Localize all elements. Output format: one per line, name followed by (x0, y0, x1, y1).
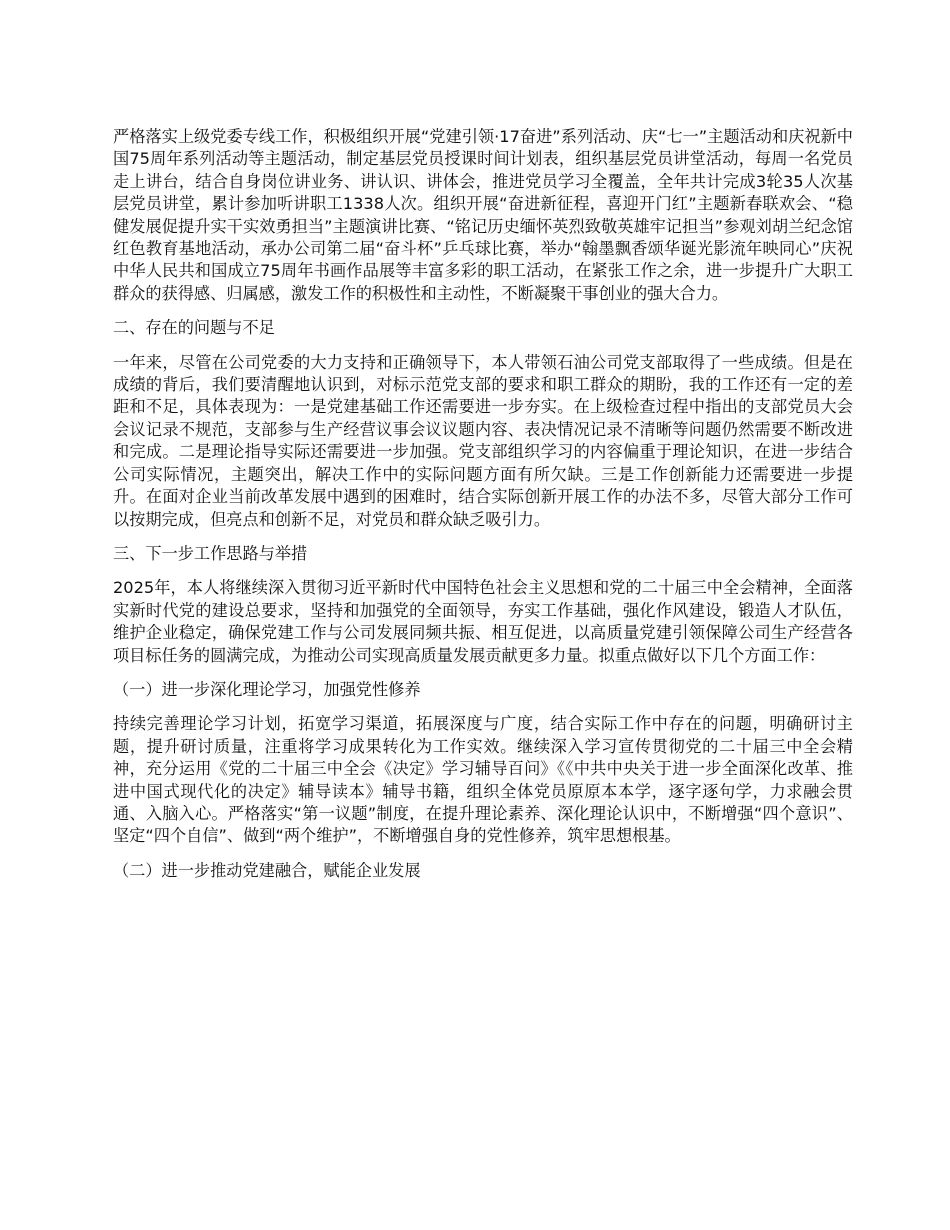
section-heading-problems: 二、存在的问题与不足 (113, 318, 275, 338)
body-paragraph-theory-study: 持续完善理论学习计划，拓宽学习渠道，拓展深度与广度，结合实际工作中存在的问题，明确研讨主题，提升研讨质量，注重将学习成果转化为工作实效。继续深入学习宣传贯彻党的二十届三中全会精神，充分运用《党的二十届三中全会《决定》学习辅导百问》《《中共中央关于进一步全面深化改革、推进中国式现代化的决定》辅导读本》辅导书籍，组织全体党员原原本本学，逐字逐句学，力求融会贯通、入脑入心。严格落实“第一议题”制度，在提升理论素养、深化理论认识中，不断增强“四个意识”、坚定“四个自信”、做到“两个维护”，不断增强自身的党性修养，筑牢思想根基。 (113, 714, 853, 846)
body-paragraph-problems: 一年来，尽管在公司党委的大力支持和正确领导下，本人带领石油公司党支部取得了一些成绩。但是在成绩的背后，我们要清醒地认识到，对标示范党支部的要求和职工群众的期盼，我的工作还有一定的差距和不足，具体表现为：一是党建基础工作还需要进一步夯实。在上级检查过程中指出的支部党员大会会议记录不规范，支部参与生产经营议事会议议题内容、表决情况记录不清晰等问题仍然需要不断改进和完成。二是理论指导实际还需要进一步加强。党支部组织学习的内容偏重于理论知识，在进一步结合公司实际情况，主题突出，解决工作中的实际问题方面有所欠缺。三是工作创新能力还需要进一步提升。在面对企业当前改革发展中遇到的困难时，结合实际创新开展工作的办法不多，尽管大部分工作可以按期完成，但亮点和创新不足，对党员和群众缺乏吸引力。 (113, 352, 853, 529)
subheading-party-integration: （二）进一步推动党建融合，赋能企业发展 (113, 860, 421, 880)
subheading-theory-study: （一）进一步深化理论学习，加强党性修养 (113, 679, 421, 699)
section-heading-next-steps: 三、下一步工作思路与举措 (113, 543, 308, 563)
document-page (113, 126, 853, 894)
body-paragraph-plan-2025: 2025年，本人将继续深入贯彻习近平新时代中国特色社会主义思想和党的二十届三中全会精神，全面落实新时代党的建设总要求，坚持和加强党的全面领导，夯实工作基础，强化作风建设，锻造人才队伍，维护企业稳定，确保党建工作与公司发展同频共振、相互促进，以高质量党建引领保障公司生产经营各项目标任务的圆满完成，为推动公司实现高质量发展贡献更多力量。拟重点做好以下几个方面工作： (113, 578, 853, 665)
body-paragraph-activities: 严格落实上级党委专线工作，积极组织开展“党建引领·17奋进”系列活动、庆“七一”主题活动和庆祝新中国75周年系列活动等主题活动，制定基层党员授课时间计划表，组织基层党员讲堂活动，每周一名党员走上讲台，结合自身岗位讲业务、讲认识、讲体会，推进党员学习全覆盖，全年共计完成3轮35人次基层党员讲堂，累计参加听讲职工1338人次。组织开展“奋进新征程，喜迎开门红”主题新春联欢会、“稳健发展促提升实干实效勇担当”主题演讲比赛、“铭记历史缅怀英烈致敬英雄牢记担当”参观刘胡兰纪念馆红色教育基地活动，承办公司第二届“奋斗杯”乒乓球比赛，举办“翰墨飘香颂华诞光影流年映同心”庆祝中华人民共和国成立75周年书画作品展等丰富多彩的职工活动，在紧张工作之余，进一步提升广大职工群众的获得感、归属感，激发工作的积极性和主动性，不断凝聚干事创业的强大合力。 (113, 127, 853, 303)
